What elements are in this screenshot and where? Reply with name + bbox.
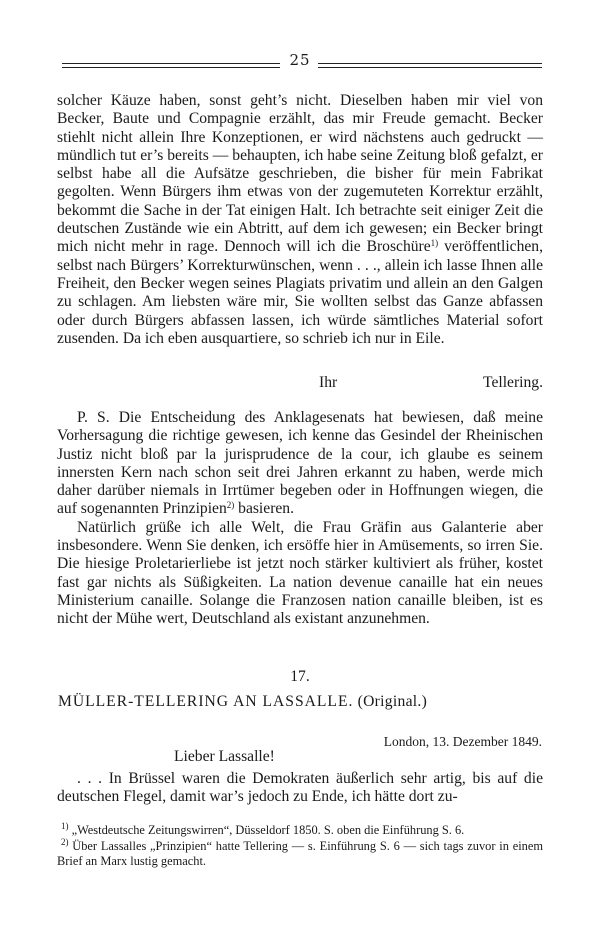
footnote-1-marker: 1) [61,821,69,831]
letter-salutation: Lieber Lassalle! [174,748,275,765]
paragraph-text-cont: veröffentlichen, selbst nach Bürgers’ Korrekturwünschen, wenn . . ., allein ich lasse Ihnen alle Freiheit, den Becker wegen seines Plagiats privatim und allein an den Galgen zu schlagen. Am liebsten wäre mir, Sie wollten selbst das Ganze abfassen oder durch Bürgers abfassen lassen, ich würde sämtliches Material sofort zusenden. Da ich eben ausquartiere, so schrieb ich nur in Eile. [57,238,543,347]
signature-name: Tellering. [483,374,543,391]
letter-body-continued [57,92,543,348]
footnotes [57,823,543,870]
letter-heading-note: (Original.) [353,693,428,710]
postscript-paragraph [57,409,543,519]
postscript [57,409,543,629]
footnote-2-marker: 2) [61,836,69,847]
closing-paragraph: Natürlich grüße ich alle Welt, die Frau Gräfin aus Galanterie aber insbesondere. Wenn Sie denken, ich ersöffe hier in Amüsements, so irren Sie. Die hiesige Proletarierliebe ist jetzt noch stärker kultiviert als früher, kostet fast gar nichts als Süßigkeiten. La nation devenue canaille hat ein neues Ministerium canaille. Solange die Franzosen nation canaille bleiben, ist es nicht der Mühe wert, Deutschland als existant anzunehmen. [57,518,543,628]
paragraph-text: solcher Käuze haben, sonst geht’s nicht. Dieselben haben mir viel von Becker, Baute und Compagnie erzählt, das mir Freude gemacht. Becker stiehlt nicht allein Ihre Konzeptionen, er wird nächstens auch gedruckt — mündlich tut er’s bereits — behaupten, ich habe seine Zeitung bloß gefalzt, er selbst habe all die Aufsätze geschrieben, die bisher für mein Fabrikat gegolten. Wenn Bürgers ihm etwas von der zugemuteten Korrektur erzählt, bekommt die Sache in der Tat einigen Halt. Ich betrachte seit einiger Zeit die deutschen Zustände wie ein Abtritt, auf dem ich gewesen; ein Becker bringt mich nicht mehr in rage. Dennoch will ich die Broschüre [57,92,543,256]
letter-heading-title: MÜLLER-TELLERING AN LASSALLE. [58,693,354,710]
footnote-1 [57,823,543,839]
new-letter-paragraph: . . . In Brüssel waren die Demokraten äußerlich sehr artig, bis auf die deutschen Flegel, damit war’s jedoch zu Ende, ich hätte dort zu- [57,770,543,806]
signature-ihr: Ihr [319,374,338,391]
footnote-2 [57,836,543,870]
header-rule-right-inner [318,67,542,68]
postscript-text: P. S. Die Entscheidung des Anklagesenats hat bewiesen, daß meine Vorhersagung die richtige gewesen, ich kenne das Gesindel der Rheinischen Justiz nicht bloß par la jurisprudence de la cour, ich glaube es seinem innersten Kern nach schon seit drei Jahren erkannt zu haben, werde mich daher darüber niemals in Irrtümer begeben oder in Hoffnungen wiegen, die auf sogenannten Prinzipien [57,409,543,518]
letter-number: 17. [290,668,310,685]
letter-heading [58,693,427,711]
paragraph [57,92,543,348]
footnote-2-text: Über Lassalles „Prinzipien“ hatte Tellering — s. Einführung S. 6 — sich tags zuvor in einem Brief an Marx lustig gemacht. [57,838,543,868]
footnote-ref-2: 2) [226,500,235,511]
letter-dateline: London, 13. Dezember 1849. [383,734,542,749]
footnote-ref-1: 1) [430,238,439,249]
footnote-1-text: „Westdeutsche Zeitungswirren“, Düsseldorf 1850. S. oben die Einführung S. 6. [68,823,465,837]
postscript-text-end: basieren. [234,500,294,518]
page-number: 25 [289,51,311,69]
new-letter-body [57,770,543,807]
header-rule-right [318,63,542,64]
